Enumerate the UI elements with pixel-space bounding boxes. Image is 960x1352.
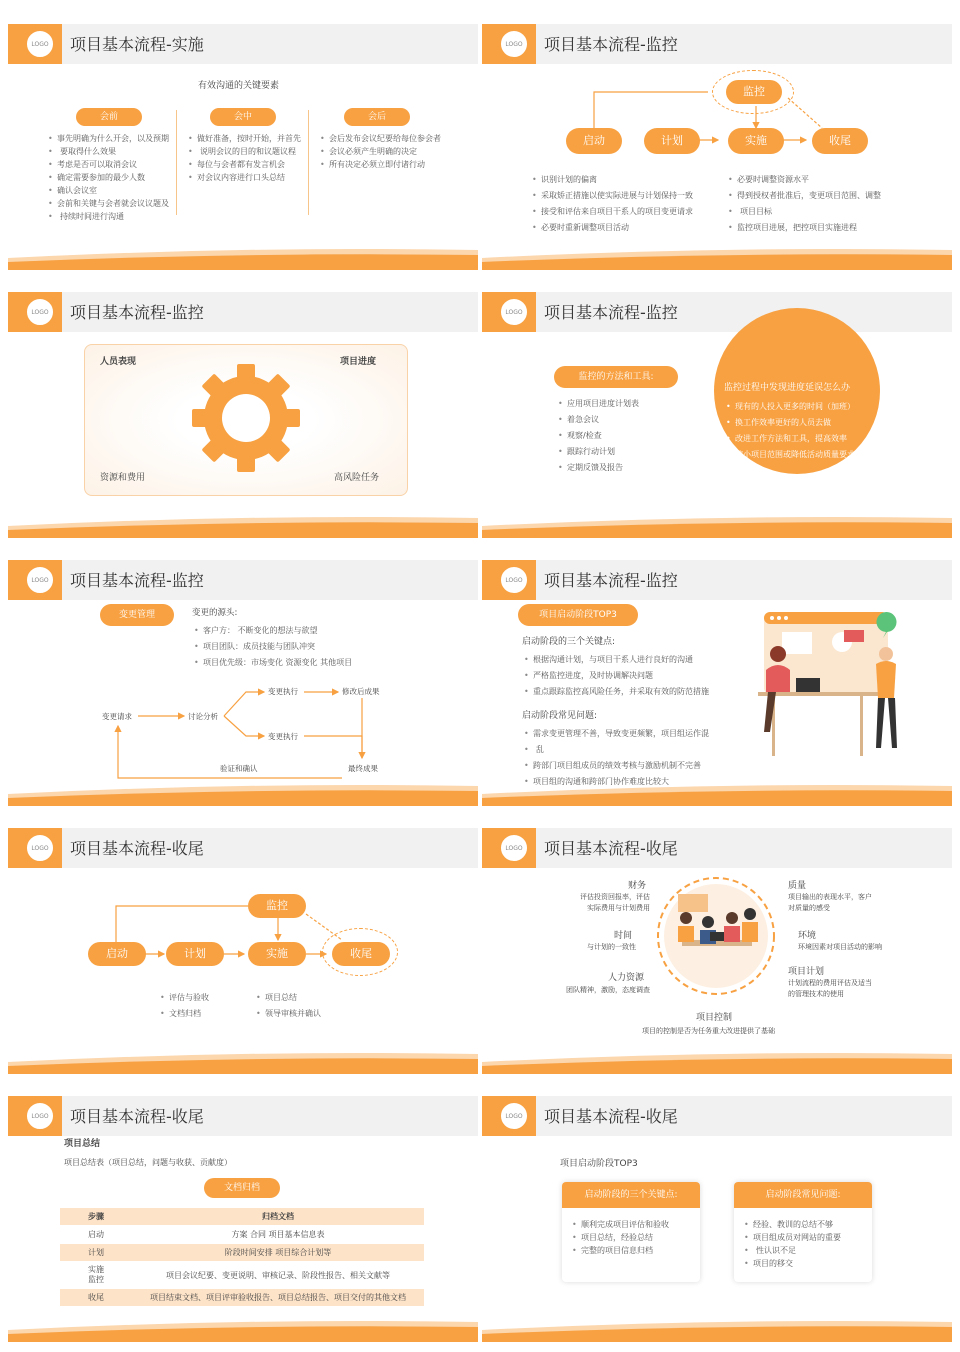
list-item: • 确定需要参加的最少人数 (48, 171, 169, 184)
node-execute: 实施 (728, 128, 784, 154)
flow-execute-1: 变更执行 (268, 687, 298, 696)
footer-wave (8, 1050, 478, 1074)
list-item: • 着急会议 (558, 412, 639, 428)
list-item: • 所有决定必须立即付诸行动 (320, 158, 441, 171)
block-time-line: 与计划的一致性 (587, 943, 636, 951)
logo: LOGO (500, 30, 528, 58)
footer-wave (482, 1318, 952, 1342)
footer-wave (482, 1050, 952, 1074)
card-title: 启动阶段的三个关键点: (562, 1182, 700, 1208)
list-item: • 项目目标 (728, 204, 881, 220)
corner-bottom-left: 资源和费用 (100, 473, 146, 483)
list-item: • 重点跟踪监控高风险任务，并采取有效的防范措施 (524, 684, 709, 700)
logo: LOGO (500, 566, 528, 594)
block-hr-line: 团队精神，激励，态度调查 (566, 986, 650, 994)
node-monitor: 监控 (726, 80, 782, 104)
right-list (728, 172, 881, 236)
list-item: • 严格监控进度，及时协调解决问题 (524, 668, 709, 684)
flow-discuss: 讨论分析 (188, 712, 218, 721)
table-row: 实施 监控 项目会议纪要、变更说明、审核记录、阶段性报告、相关文献等 (60, 1262, 424, 1289)
logo: LOGO (26, 566, 54, 594)
list-item: • 项目团队：成员技能与团队冲突 (194, 639, 352, 655)
footer-wave (8, 246, 478, 270)
footer-wave (8, 514, 478, 538)
slide-8[interactable] (482, 814, 952, 1074)
list-item: • 必要时调整资源水平 (728, 172, 881, 188)
block-finance-line-2: 实际费用与计划费用 (587, 904, 650, 912)
block-quality-title: 质量 (788, 881, 807, 891)
block-finance-title: 财务 (628, 881, 647, 891)
slide-title: 项目基本流程-收尾 (70, 839, 204, 858)
list-item: • 确认会议室 (48, 184, 169, 197)
top3-heading: 项目启动阶段TOP3 (560, 1159, 638, 1169)
logo: LOGO (26, 30, 54, 58)
slide-2[interactable] (482, 10, 952, 270)
list-item: • 领导审核并确认 (256, 1006, 321, 1022)
col-label-during: 会中 (210, 108, 276, 126)
footer-wave (482, 514, 952, 538)
list-item: • 跟踪行动计划 (558, 444, 639, 460)
card-title: 启动阶段常见问题: (734, 1182, 872, 1208)
slide-header (8, 1096, 478, 1136)
section-2-title: 启动阶段常见问题: (522, 711, 598, 721)
node-execute: 实施 (248, 942, 306, 966)
block-plan-title: 项目计划 (788, 967, 825, 977)
list-item: • 换工作效率更好的人员去做 (726, 415, 855, 431)
list-item: • 跨部门项目组成员的绩效考核与激励机制不完善 (524, 758, 709, 774)
logo: LOGO (26, 298, 54, 326)
list-item: • 完整的项目信息归档 (572, 1244, 669, 1257)
table-row: 收尾 项目结束文档、项目评审验收报告、项目总结报告、项目交付的其他文档 (60, 1289, 424, 1307)
list-item: • 定期反馈及报告 (558, 460, 639, 476)
logo: LOGO (26, 1102, 54, 1130)
footer-wave (8, 1318, 478, 1342)
section-1-title: 启动阶段的三个关键点: (522, 637, 616, 647)
list-item: • 说明会议的目的和议题议程 (188, 145, 301, 158)
flow-verify: 验证和确认 (220, 764, 258, 773)
source-title: 变更的源头: (192, 608, 238, 618)
slide-7[interactable] (8, 814, 478, 1074)
list-item: • 考虑是否可以取消会议 (48, 158, 169, 171)
archive-table (60, 1208, 424, 1307)
list-item: • 经验、教训的总结不够 (744, 1218, 841, 1231)
list-item: • 得到授权者批准后，变更项目范围、调整 (728, 188, 881, 204)
logo: LOGO (26, 834, 54, 862)
node-plan: 计划 (644, 128, 700, 154)
slide-title: 项目基本流程-监控 (544, 35, 678, 54)
flow-modified-result: 修改后成果 (342, 687, 380, 696)
list-item: • 采取矫正措施以使实际进展与计划保持一致 (532, 188, 693, 204)
block-env-title: 环境 (798, 931, 817, 941)
block-quality-line-2: 对质量的感受 (788, 904, 830, 912)
list-item: • 对会议内容进行口头总结 (188, 171, 301, 184)
flow-final-result: 最终成果 (348, 764, 378, 773)
corner-bottom-right: 高风险任务 (334, 473, 380, 483)
table-header: 步骤 (60, 1208, 132, 1226)
list-item: • 项目组的沟通和跨部门协作难度比较大 (524, 774, 709, 790)
list-item: • 评估与验收 (160, 990, 209, 1006)
list-item: • 接受和评估来自项目干系人的项目变更请求 (532, 204, 693, 220)
team-illustration (482, 546, 952, 806)
list-item: • 会前和关键与会者就会议议题及 (48, 197, 169, 210)
slide-title: 项目基本流程-监控 (544, 571, 678, 590)
node-close: 收尾 (332, 942, 390, 966)
list-item: • 缩小项目范围或降低活动质量要求 (726, 447, 855, 463)
card-list (744, 1218, 841, 1270)
process-flow (8, 814, 478, 1074)
block-hr-title: 人力资源 (608, 973, 645, 983)
card-key-points (562, 1182, 700, 1282)
list-item: • 项目组成员对网站的重要 (744, 1231, 841, 1244)
card-list (572, 1218, 669, 1257)
slide-6[interactable] (482, 546, 952, 806)
methods-pill: 监控的方法和工具: (554, 366, 678, 388)
list-before (48, 132, 169, 223)
block-plan-line-2: 的管理技术的使用 (788, 990, 844, 998)
node-start: 启动 (88, 942, 146, 966)
list-item: • 做好准备，按时开始，并首先 (188, 132, 301, 145)
node-close: 收尾 (812, 128, 868, 154)
node-start: 启动 (566, 128, 622, 154)
list-item: • 项目优先级：市场变化 资源变化 其他项目 (194, 655, 352, 671)
slide-title: 项目基本流程-收尾 (544, 1107, 678, 1126)
flow-change-request: 变更请求 (102, 712, 132, 721)
top3-pill: 项目启动阶段TOP3 (518, 604, 638, 626)
list-item: • 客户方： 不断变化的想法与欲望 (194, 623, 352, 639)
slide-5[interactable] (8, 546, 478, 806)
slide-title: 项目基本流程-实施 (70, 35, 204, 54)
right-list (256, 990, 321, 1022)
slide-header (8, 24, 478, 64)
block-finance-line-1: 评估投资回报率，评估 (580, 893, 650, 901)
block-control-line: 项目的控制是否为任务重大改进提供了基础 (642, 1027, 775, 1035)
archive-pill: 文档归档 (204, 1178, 280, 1198)
footer-wave (8, 782, 478, 806)
list-item: • 每位与会者都有发言机会 (188, 158, 301, 171)
list-during (188, 132, 301, 184)
slide-title: 项目基本流程-收尾 (70, 1107, 204, 1126)
slide-4[interactable] (482, 278, 952, 538)
list-item: • 需求变更管理不善，导致变更频繁，项目组运作混 (524, 726, 709, 742)
summary-subheading: 项目总结表（项目总结，问题与收获、贡献度） (64, 1158, 232, 1167)
block-time-title: 时间 (614, 931, 633, 941)
slide-header (482, 1096, 952, 1136)
list-item: • 文档归档 (160, 1006, 209, 1022)
slide-1[interactable] (8, 10, 478, 270)
slide-9[interactable] (8, 1082, 478, 1342)
list-item: • 会后发布会议纪要给每位参会者 (320, 132, 441, 145)
list-item: • 监控项目进展，把控项目实施进程 (728, 220, 881, 236)
gear-icon (8, 278, 478, 538)
summary-heading: 项目总结 (64, 1139, 101, 1149)
circle-list (726, 399, 855, 463)
list-item: • 会议必须产生明确的决定 (320, 145, 441, 158)
corner-top-right: 项目进度 (340, 357, 377, 367)
list-item: • 必要时重新调整项目活动 (532, 220, 693, 236)
list-item: • 乱 (524, 742, 709, 758)
slide-header (482, 292, 952, 332)
col-label-after: 会后 (344, 108, 410, 126)
list-item: • 事先明确为什么开会，以及预期 (48, 132, 169, 145)
slide-title: 项目基本流程-监控 (70, 571, 204, 590)
left-list (160, 990, 209, 1022)
slide-title: 项目基本流程-收尾 (544, 839, 678, 858)
block-plan-line-1: 计划流程的费用评估及适当 (788, 979, 872, 987)
list-item: • 性认识不足 (744, 1244, 841, 1257)
list-item: • 识别计划的偏离 (532, 172, 693, 188)
list-item: • 项目总结 (256, 990, 321, 1006)
list-item: • 项目总结，经验总结 (572, 1231, 669, 1244)
footer-wave (482, 246, 952, 270)
list-item: • 观察/检查 (558, 428, 639, 444)
corner-top-left: 人员表现 (100, 357, 137, 367)
list-item: • 顺利完成项目评估和验收 (572, 1218, 669, 1231)
block-control-title: 项目控制 (696, 1013, 733, 1023)
slide-10[interactable] (482, 1082, 952, 1342)
slide-3[interactable] (8, 278, 478, 538)
block-env-line: 环境因素对项目活动的影响 (798, 943, 882, 951)
circle-title: 监控过程中发现进度延误怎么办 (724, 383, 851, 393)
methods-list (558, 396, 639, 476)
card-problems (734, 1182, 872, 1282)
list-item: • 要取得什么效果 (48, 145, 169, 158)
list-item: • 根据沟通计划，与项目干系人进行良好的沟通 (524, 652, 709, 668)
slide-heading: 有效沟通的关键要素 (198, 81, 280, 91)
list-after (320, 132, 441, 171)
list-item: • 现有的人投入更多的时间（加班） (726, 399, 855, 415)
list-item: • 项目的移交 (744, 1257, 841, 1270)
logo: LOGO (500, 834, 528, 862)
node-plan: 计划 (166, 942, 224, 966)
table-header: 归档文档 (132, 1208, 424, 1226)
slide-title: 项目基本流程-监控 (70, 303, 204, 322)
block-quality-line-1: 项目输出的表现水平，客户 (788, 893, 872, 901)
list-item: • 持续时间进行沟通 (48, 210, 169, 223)
left-list (532, 172, 693, 236)
col-label-before: 会前 (76, 108, 142, 126)
flow-execute-2: 变更执行 (268, 732, 298, 741)
table-row: 启动 方案 合同 项目基本信息表 (60, 1226, 424, 1244)
footer-wave (482, 782, 952, 806)
list-item: • 应用项目进度计划表 (558, 396, 639, 412)
logo: LOGO (500, 298, 528, 326)
change-pill: 变更管理 (100, 604, 174, 626)
logo: LOGO (500, 1102, 528, 1130)
table-row: 计划 阶段时间安排 项目综合计划等 (60, 1244, 424, 1262)
list-item: • 改进工作方法和工具，提高效率 (726, 431, 855, 447)
slide-title: 项目基本流程-监控 (544, 303, 678, 322)
node-monitor: 监控 (248, 894, 306, 918)
